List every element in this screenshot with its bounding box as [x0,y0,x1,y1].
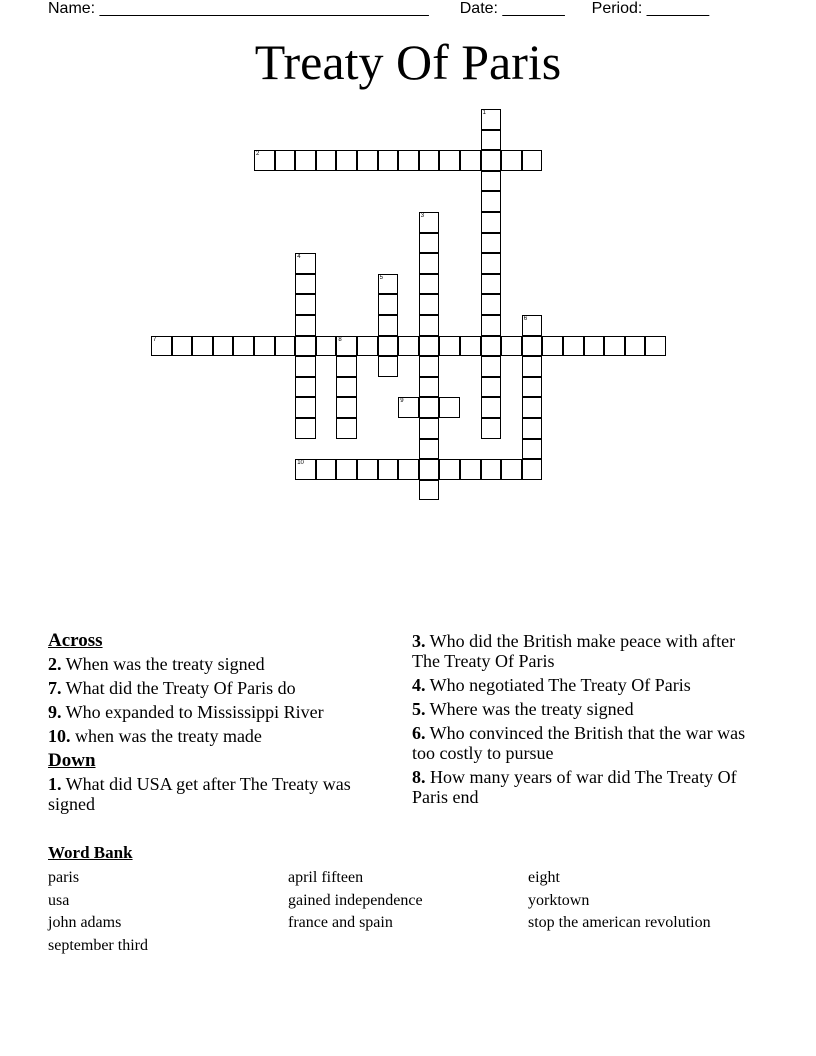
crossword-cell[interactable] [378,459,399,480]
crossword-cell[interactable] [481,336,502,357]
crossword-cell[interactable] [398,397,419,418]
clue-text: Who convinced the British that the war was too costly to pursue [412,723,746,763]
clue-number: 9 [400,398,404,405]
crossword-cell[interactable] [522,336,543,357]
crossword-cell[interactable] [378,150,399,171]
crossword-cell[interactable] [481,109,502,130]
crossword-cell[interactable] [460,459,481,480]
crossword-cell[interactable] [522,397,543,418]
crossword-cell[interactable] [481,253,502,274]
word-bank-item: april fifteen [288,869,364,886]
clue-text: What did the Treaty Of Paris do [61,678,296,698]
date-label: Date: [459,0,498,17]
crossword-cell[interactable] [336,150,357,171]
crossword-cell[interactable] [295,274,316,295]
clue-number: 10 [297,460,304,467]
crossword-cell[interactable] [460,336,481,357]
crossword-cell[interactable] [439,459,460,480]
crossword-cell[interactable] [172,336,193,357]
crossword-cell[interactable] [439,336,460,357]
crossword-cell[interactable] [522,315,543,336]
crossword-cell[interactable] [419,459,440,480]
crossword-cell[interactable] [522,150,543,171]
clue-number-label: 5. [412,699,426,719]
clue-number-label: 8. [412,767,426,787]
clue-number: 6 [523,316,528,322]
crossword-cell[interactable] [295,150,316,171]
clue-item [48,654,378,674]
word-bank-item: usa [48,891,70,909]
clue-text: Who negotiated The Treaty Of Paris [425,675,691,695]
clue-number: 4 [297,254,301,261]
word-bank-item: john adams [48,914,122,932]
page-title: Treaty Of Paris [254,34,562,90]
word-bank-column-1 [48,867,148,957]
crossword-cell[interactable] [419,480,440,501]
crossword-cell[interactable] [481,191,502,212]
word-bank-column-2 [288,867,423,935]
crossword-cell[interactable] [398,459,419,480]
crossword-cell[interactable] [439,150,460,171]
crossword-cell[interactable] [481,294,502,315]
clue-item [48,726,378,746]
clues-left-column [48,630,378,818]
word-bank-heading: Word Bank [48,843,133,862]
clue-number-label: 9. [48,702,62,722]
crossword-cell[interactable] [295,356,316,377]
crossword-cell[interactable] [151,336,172,357]
crossword-cell[interactable] [419,397,440,418]
across-heading: Across [48,630,103,651]
crossword-cell[interactable] [398,150,419,171]
crossword-cell[interactable] [584,336,605,357]
crossword-cell[interactable] [501,336,522,357]
crossword-cell[interactable] [295,315,316,336]
crossword-cell[interactable] [398,336,419,357]
crossword-cell[interactable] [522,377,543,398]
crossword-cell[interactable] [357,459,378,480]
clue-item [48,702,378,722]
crossword-cell[interactable] [357,336,378,357]
crossword-cell[interactable] [295,294,316,315]
down-heading: Down [48,750,96,771]
crossword-cell[interactable] [625,336,646,357]
crossword-cell[interactable] [522,356,543,377]
crossword-cell[interactable] [254,336,275,357]
crossword-cell[interactable] [336,336,357,357]
across-clue-list [48,654,378,746]
clue-number: 1 [482,110,486,116]
crossword-cell[interactable] [481,212,502,233]
date-line[interactable]: _______ [502,0,565,17]
clue-number: 8 [338,336,342,343]
name-label: Name: [48,0,96,17]
crossword-cell[interactable] [336,418,357,439]
clue-number-label: 4. [412,675,426,695]
down-clue-list-left [48,774,378,814]
crossword-cell[interactable] [336,459,357,480]
clue-number-label: 2. [48,654,62,674]
crossword-cell[interactable] [378,336,399,357]
clue-item [48,678,378,698]
crossword-cell[interactable] [419,336,440,357]
clue-number-label: 10. [48,726,71,746]
crossword-cell[interactable] [481,356,502,377]
crossword-cell[interactable] [419,212,440,233]
clue-number-label: 7. [48,678,62,698]
clue-item [412,675,752,695]
crossword-cell[interactable] [481,150,502,171]
crossword-cell[interactable] [192,336,213,357]
crossword-cell[interactable] [522,418,543,439]
crossword-cell[interactable] [419,274,440,295]
crossword-cell[interactable] [481,418,502,439]
crossword-cell[interactable] [419,233,440,254]
word-bank-item: september third [48,936,148,954]
word-bank-item: paris [48,869,80,886]
word-bank-item: eight [528,869,560,886]
crossword-cell[interactable] [460,150,481,171]
clue-item [412,631,752,671]
clue-text: What did USA get after The Treaty was signed [48,774,351,814]
crossword-cell[interactable] [378,356,399,377]
crossword-cell[interactable] [295,418,316,439]
word-bank-item: stop the american revolution [528,914,711,932]
crossword-cell[interactable] [233,336,254,357]
crossword-cell[interactable] [419,377,440,398]
clue-text: when was the treaty made [70,726,262,746]
clue-text: When was the treaty signed [61,654,265,674]
down-clue-list-right [412,631,752,807]
crossword-cell[interactable] [604,336,625,357]
crossword-cell[interactable] [563,336,584,357]
clue-item [48,774,378,814]
crossword-cell[interactable] [336,356,357,377]
crossword-cell[interactable] [378,274,399,295]
crossword-cell[interactable] [481,315,502,336]
crossword-cell[interactable] [542,336,563,357]
clue-item [412,699,752,719]
crossword-cell[interactable] [481,397,502,418]
crossword-cell[interactable] [481,233,502,254]
crossword-cell[interactable] [439,397,460,418]
crossword-cell[interactable] [295,336,316,357]
crossword-cell[interactable] [295,377,316,398]
crossword-cell[interactable] [419,439,440,460]
clue-text: How many years of war did The Treaty Of Paris end [412,767,737,807]
crossword-cell[interactable] [254,150,275,171]
clue-number: 2 [256,151,260,158]
crossword-grid [0,0,816,520]
crossword-cell[interactable] [501,459,522,480]
crossword-cell[interactable] [295,253,316,274]
period-label: Period: [591,0,643,17]
crossword-cell[interactable] [316,459,337,480]
crossword-cell[interactable] [481,274,502,295]
crossword-cell[interactable] [275,336,296,357]
crossword-cell[interactable] [336,377,357,398]
clues-right-column [412,631,752,811]
crossword-cell[interactable] [378,315,399,336]
crossword-cell[interactable] [645,336,666,357]
crossword-cell[interactable] [419,418,440,439]
word-bank-column-3 [528,867,711,935]
crossword-cell[interactable] [316,336,337,357]
crossword-cell[interactable] [419,356,440,377]
clue-item [412,723,752,763]
clue-text: Where was the treaty signed [425,699,634,719]
clue-item [412,767,752,807]
crossword-cell[interactable] [522,459,543,480]
name-line[interactable]: _____________________________________ [99,0,429,17]
crossword-cell[interactable] [213,336,234,357]
period-line[interactable]: _______ [646,0,710,17]
clue-text: Who expanded to Mississippi River [61,702,324,722]
crossword-cell[interactable] [336,397,357,418]
crossword-cell[interactable] [316,150,337,171]
crossword-cell[interactable] [481,171,502,192]
crossword-cell[interactable] [481,130,502,151]
crossword-cell[interactable] [419,150,440,171]
word-bank-item: yorktown [528,891,590,909]
word-bank-item: gained independence [288,891,423,909]
clue-number: 7 [153,336,157,343]
crossword-cell[interactable] [522,439,543,460]
crossword-cell[interactable] [419,315,440,336]
crossword-cell[interactable] [419,253,440,274]
word-bank-item: france and spain [288,914,393,932]
crossword-cell[interactable] [481,377,502,398]
crossword-cell[interactable] [357,150,378,171]
clue-number-label: 3. [412,631,426,651]
clue-text: Who did the British make peace with after The Treaty Of Paris [412,631,736,671]
clue-number: 3 [420,213,425,219]
crossword-cell[interactable] [295,397,316,418]
clue-number: 5 [379,274,383,281]
crossword-cell[interactable] [378,294,399,315]
clue-number-label: 6. [412,723,426,743]
crossword-cell[interactable] [501,150,522,171]
crossword-cell[interactable] [419,294,440,315]
clue-number-label: 1. [48,774,62,794]
crossword-cell[interactable] [295,459,316,480]
crossword-cell[interactable] [275,150,296,171]
crossword-cell[interactable] [481,459,502,480]
